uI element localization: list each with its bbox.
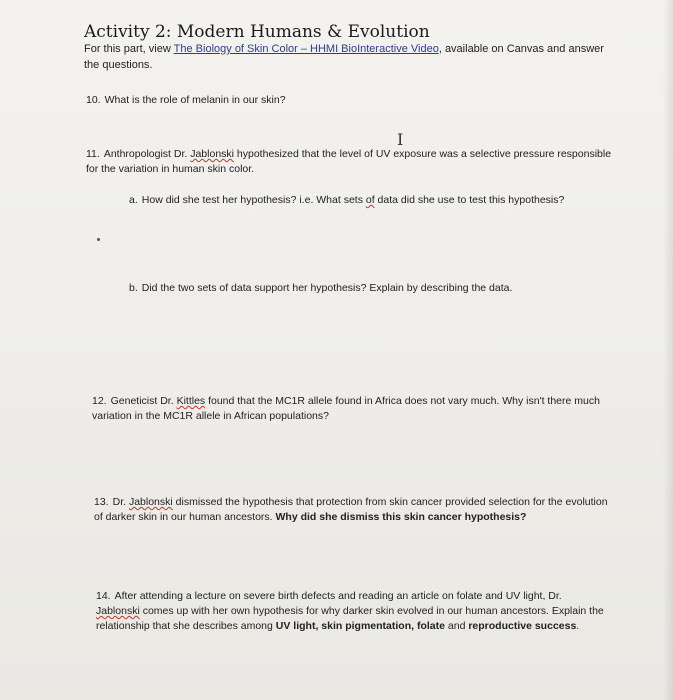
question-12	[92, 394, 622, 424]
sub-question-text-a: How did she test her hypothesis? i.e. What sets	[141, 194, 366, 206]
sub-question-letter: b.	[129, 282, 138, 294]
video-link[interactable]: The Biology of Skin Color – HHMI BioInteractive Video	[173, 43, 439, 55]
question-11a	[129, 193, 629, 208]
question-11	[86, 147, 616, 177]
misspelled-name: Jablonski	[96, 605, 140, 617]
flagged-word: of	[365, 194, 375, 206]
question-text: What is the role of melanin in our skin?	[104, 94, 286, 106]
question-text-a: Geneticist Dr.	[110, 395, 177, 407]
question-text-bold-2: reproductive success	[468, 620, 577, 632]
question-10	[86, 93, 286, 108]
question-text-c: and	[444, 620, 469, 632]
question-number: 12.	[92, 395, 107, 407]
question-text-bold-1: UV light, skin pigmentation, folate	[275, 620, 445, 632]
question-text-d: .	[576, 620, 580, 632]
question-text-b: comes up with her own hypothesis for why darker skin evolved in our human ancestors. Explain the relationship that she describes among	[96, 605, 604, 632]
sub-question-letter: a.	[129, 194, 138, 206]
misspelled-name: Jablonski	[190, 148, 234, 160]
intro-text-post: , available on Canvas and answer the questions.	[84, 43, 604, 71]
question-text-b: dismissed the hypothesis that protection from skin cancer provided selection for the evolution of darker skin in our human ancestors.	[94, 496, 608, 523]
question-text-a: After attending a lecture on severe birth defects and reading an article on folate and UV light, Dr.	[114, 590, 562, 602]
misspelled-name: Jablonski	[128, 496, 173, 508]
question-text-bold: Why did she dismiss this skin cancer hypothesis?	[275, 511, 527, 523]
question-text-a: Anthropologist Dr.	[103, 148, 191, 160]
question-14	[96, 589, 606, 634]
question-number: 11.	[86, 148, 100, 160]
text-cursor-icon: I	[397, 130, 404, 149]
question-text-b: hypothesized that the level of UV exposure was a selective pressure responsible for the variation in human skin color.	[86, 148, 612, 175]
misspelled-name: Kittles	[176, 395, 206, 407]
question-text-b: found that the MC1R allele found in Africa does not vary much. Why isn't there much variation in the MC1R allele in African populations?	[92, 395, 600, 422]
intro-text-pre: For this part, view	[84, 43, 174, 55]
question-number: 14.	[96, 590, 111, 602]
question-number: 10.	[86, 94, 101, 106]
question-text-a: Dr.	[112, 496, 129, 508]
page-title: Activity 2: Modern Humans & Evolution	[84, 22, 430, 42]
question-11b	[129, 281, 629, 296]
question-number: 13.	[94, 496, 109, 508]
question-13	[94, 495, 614, 525]
ink-mark	[97, 238, 100, 241]
sub-question-text-b: data did she use to test this hypothesis?	[374, 194, 565, 206]
intro-paragraph	[84, 41, 604, 73]
sub-question-text: Did the two sets of data support her hypothesis? Explain by describing the data.	[141, 282, 513, 294]
